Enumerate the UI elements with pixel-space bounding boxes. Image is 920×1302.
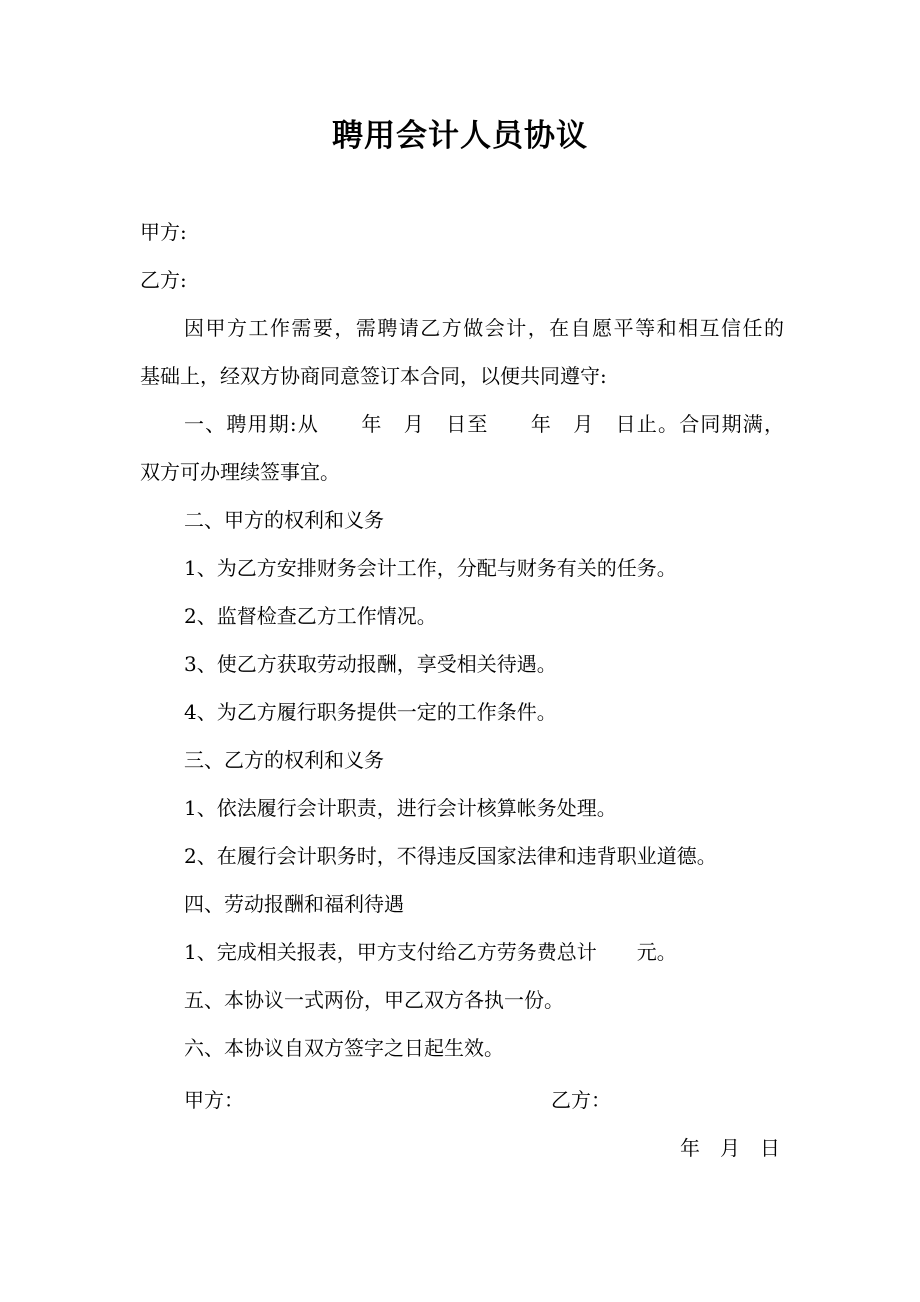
list-item: 1、完成相关报表，甲方支付给乙方劳务费总计 元。 <box>184 940 677 964</box>
document-title: 聘用会计人员协议 <box>332 118 588 154</box>
signature-date: 年 月 日 <box>680 1136 780 1160</box>
list-item: 3、使乙方获取劳动报酬，享受相关待遇。 <box>184 652 557 676</box>
list-item: 2、监督检查乙方工作情况。 <box>184 604 437 628</box>
list-item: 2、在履行会计职务时，不得违反国家法律和违背职业道德。 <box>184 844 717 868</box>
list-item: 4、为乙方履行职务提供一定的工作条件。 <box>184 700 557 724</box>
section-heading-party-a-rights: 二、甲方的权利和义务 <box>184 508 384 532</box>
party-b-label: 乙方: <box>140 268 187 292</box>
section-effective: 六、本协议自双方签字之日起生效。 <box>184 1036 504 1060</box>
list-item: 1、为乙方安排财务会计工作，分配与财务有关的任务。 <box>184 556 677 580</box>
signature-party-a: 甲方： <box>184 1088 244 1112</box>
list-item: 1、依法履行会计职责，进行会计核算帐务处理。 <box>184 796 617 820</box>
signature-party-b: 乙方： <box>551 1088 611 1112</box>
section-copies: 五、本协议一式两份，甲乙双方各执一份。 <box>184 988 564 1012</box>
intro-paragraph-line-1: 因甲方工作需要，需聘请乙方做会计，在自愿平等和相互信任的 <box>184 316 784 340</box>
intro-paragraph-line-2: 基础上，经双方协商同意签订本合同，以便共同遵守: <box>140 364 607 388</box>
party-a-label: 甲方: <box>140 220 187 244</box>
term-paragraph-line-1: 一、聘用期:从 年 月 日至 年 月 日止。合同期满， <box>184 412 784 436</box>
term-paragraph-line-2: 双方可办理续签事宜。 <box>140 460 340 484</box>
section-heading-party-b-rights: 三、乙方的权利和义务 <box>184 748 384 772</box>
section-heading-compensation: 四、劳动报酬和福利待遇 <box>184 892 404 916</box>
